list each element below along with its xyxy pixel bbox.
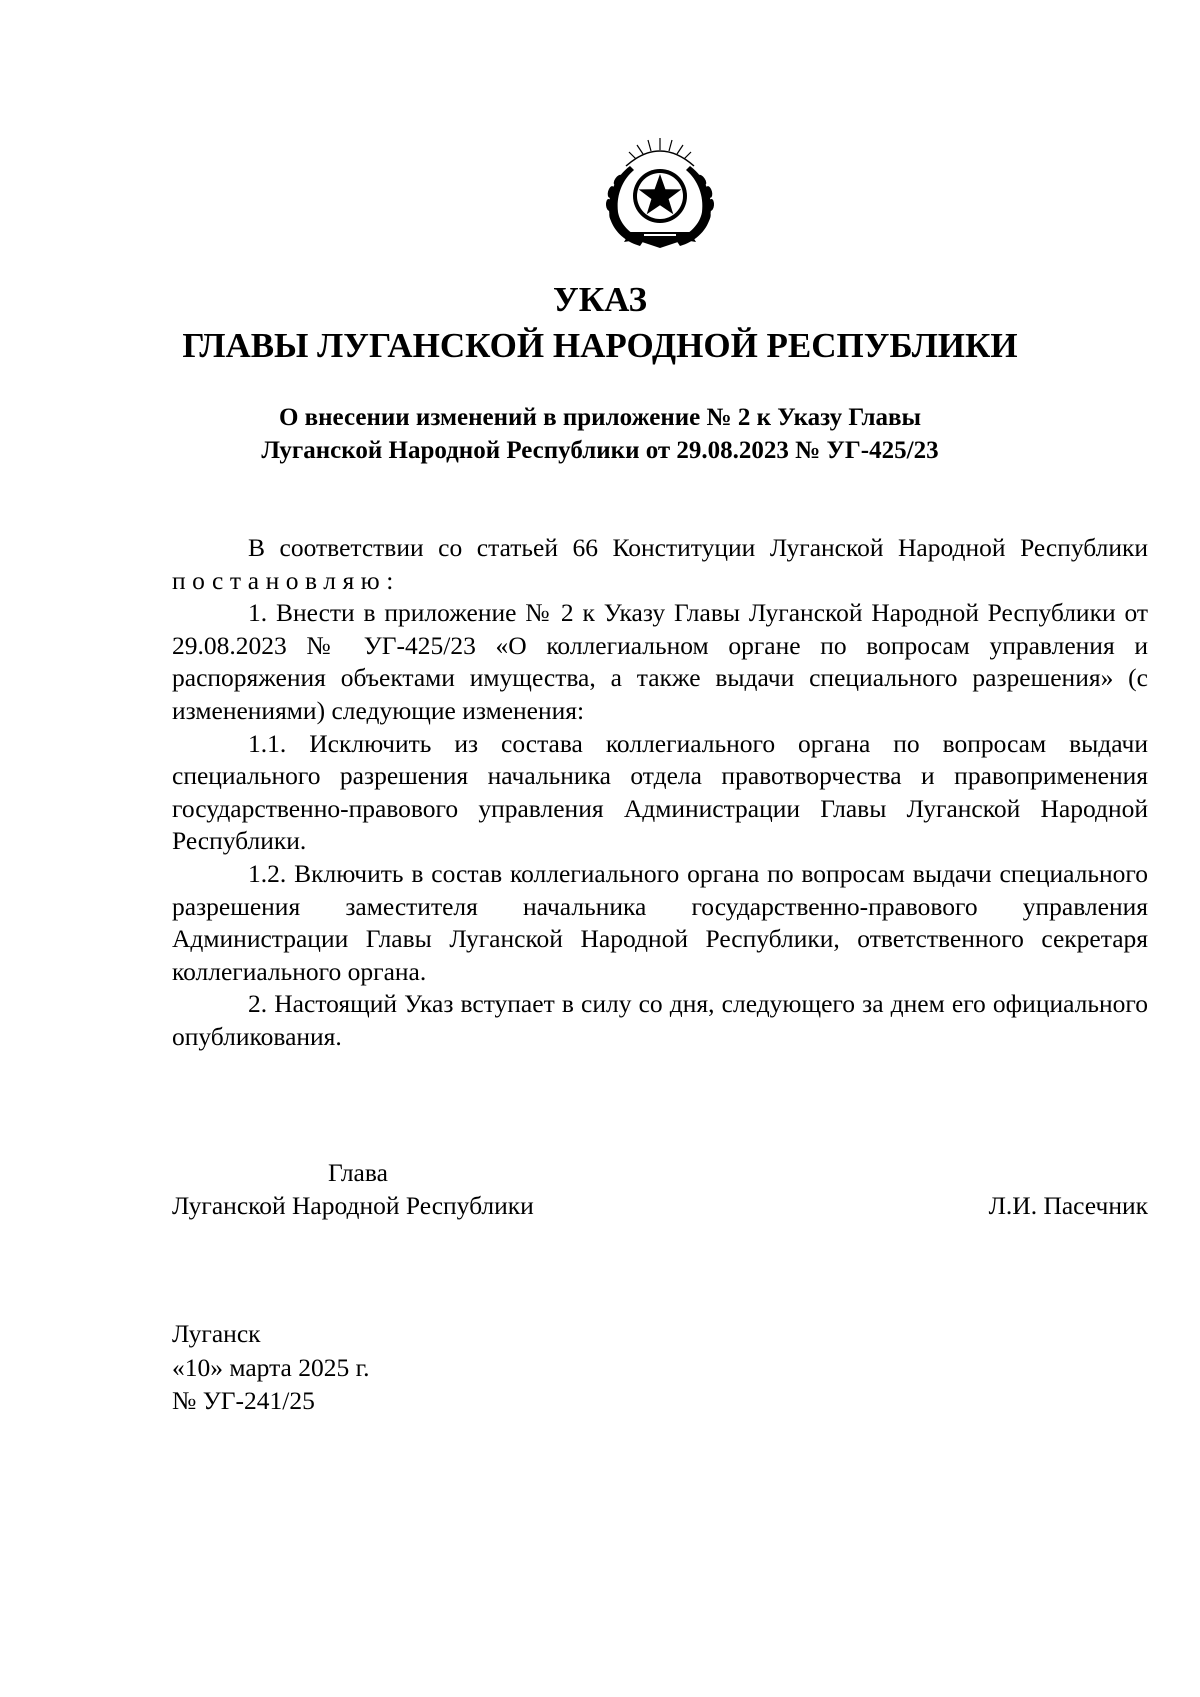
preamble-text: В соответствии со статьей 66 Конституции Луганской Народной Республики [248, 533, 1148, 562]
document-footer [172, 1317, 370, 1418]
signatory-name: Л.И. Пасечник [988, 1191, 1148, 1220]
item-2-paragraph: 2. Настоящий Указ вступает в силу со дня, следующего за днем его официального опубликования. [172, 989, 1148, 1051]
luhansk-coat-of-arms-icon [596, 136, 724, 258]
preamble-paragraph [172, 532, 1148, 597]
preamble-decree-word: постановляю [172, 565, 387, 595]
document-subject-line-1: О внесении изменений в приложение № 2 к Указу Главы [278, 404, 922, 431]
document-title: УКАЗ [553, 280, 647, 319]
issuing-authority: ГЛАВЫ ЛУГАНСКОЙ НАРОДНОЙ РЕСПУБЛИКИ [182, 326, 1018, 365]
item-1-2-paragraph: 1.2. Включить в состав коллегиального органа по вопросам выдачи специального разрешения заместителя начальника государственно-правового управления Администрации Главы Луганской Народной Республики, ответственного секретаря коллегиального органа. [172, 858, 1148, 986]
item-1-1-paragraph: 1.1. Исключить из состава коллегиального органа по вопросам выдачи специального разрешения начальника отдела правотворчества и правоприменения государственно-правового управления Администрации Главы Луганской Народной Республики. [172, 728, 1148, 856]
coat-of-arms-emblem [596, 136, 724, 258]
document-number: № УГ-241/25 [172, 1386, 315, 1415]
item-1-paragraph: 1. Внести в приложение № 2 к Указу Главы Луганской Народной Республики от 29.08.2023 № УГ-425/23 «О коллегиальном органе по вопросам управления и распоряжения объектами имущества, а также выдачи специального разрешения» (с изменениями) следующие изменения: [172, 598, 1148, 725]
document-body [172, 532, 1148, 1054]
signatory-position: Глава [328, 1158, 388, 1187]
signatory-organization: Луганской Народной Республики [172, 1191, 534, 1220]
issue-date: «10» марта 2025 г. [172, 1352, 370, 1382]
preamble-end: : [386, 565, 394, 595]
document-subject-line-2: Луганской Народной Республики от 29.08.2023 № УГ-425/23 [261, 437, 939, 464]
issue-city: Луганск [172, 1319, 261, 1348]
